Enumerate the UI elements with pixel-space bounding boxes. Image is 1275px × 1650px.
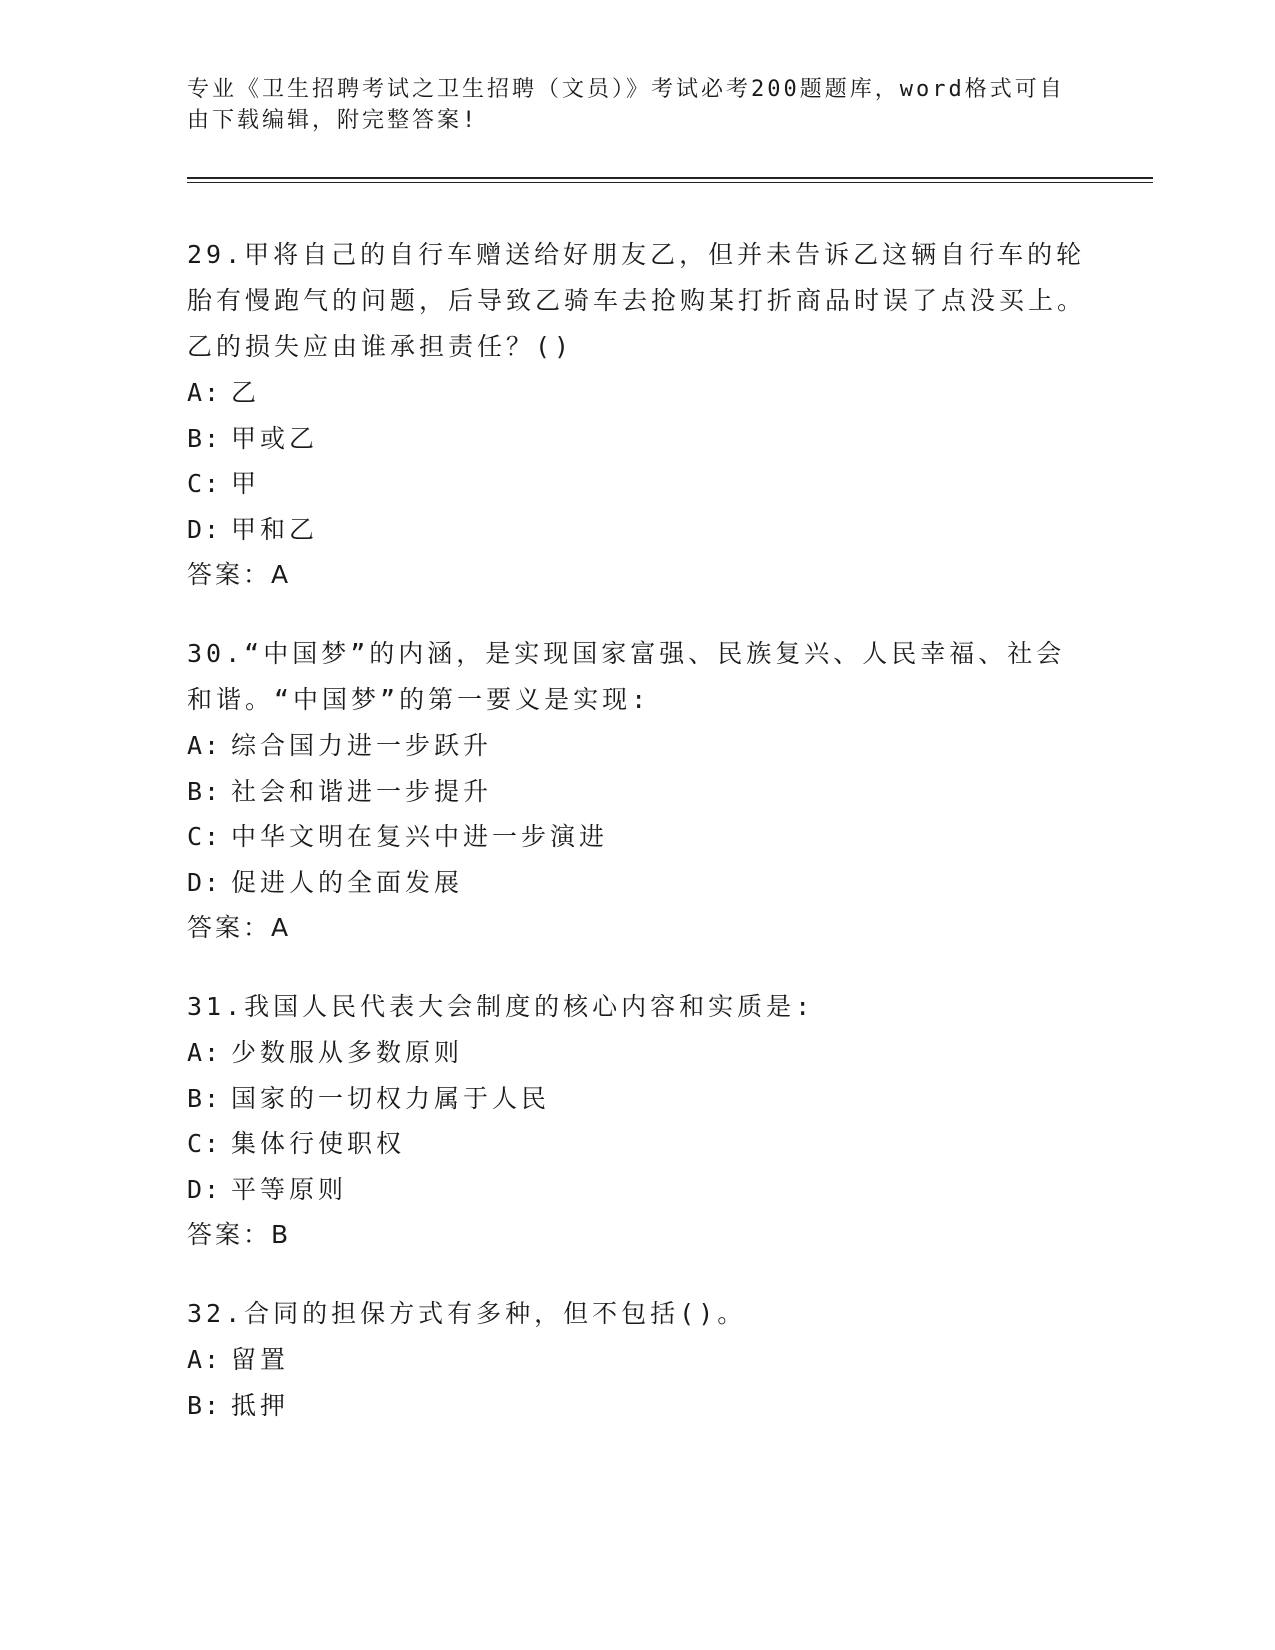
header-divider-thin — [187, 182, 1153, 183]
option-d — [187, 1167, 1087, 1213]
option-letter: B: — [187, 1390, 222, 1420]
option-letter: C: — [187, 822, 222, 851]
option-text: 中华文明在复兴中进一步演进 — [231, 822, 609, 851]
option-text: 国家的一切权力属于人民 — [231, 1083, 551, 1113]
option-letter: D: — [187, 867, 222, 897]
option-letter: D: — [187, 514, 222, 544]
option-b — [187, 1076, 1087, 1122]
option-c — [187, 814, 1087, 860]
question-text: 32.合同的担保方式有多种，但不包括()。 — [187, 1299, 747, 1328]
option-a — [187, 1030, 1087, 1076]
option-c — [187, 461, 1087, 507]
answer: 答案：A — [187, 913, 292, 942]
option-text: 甲和乙 — [231, 514, 319, 544]
option-text: 综合国力进一步跃升 — [231, 731, 493, 760]
question-31 — [187, 984, 1087, 1257]
option-text: 平等原则 — [231, 1174, 348, 1204]
option-text: 少数服从多数原则 — [231, 1038, 464, 1067]
option-c — [187, 1121, 1087, 1167]
option-letter: A: — [187, 731, 222, 760]
option-text: 甲 — [231, 469, 261, 498]
question-32 — [187, 1291, 1087, 1428]
option-d — [187, 507, 1087, 553]
answer: 答案：B — [187, 1220, 292, 1249]
header-divider — [187, 177, 1153, 179]
option-letter: C: — [187, 1129, 222, 1158]
answer: 答案：A — [187, 560, 292, 589]
option-letter: A: — [187, 378, 222, 407]
option-letter: A: — [187, 1345, 222, 1374]
option-b — [187, 769, 1087, 815]
option-text: 甲或乙 — [231, 423, 319, 453]
option-letter: B: — [187, 776, 222, 806]
option-a — [187, 1337, 1087, 1383]
option-a — [187, 370, 1087, 416]
option-text: 留置 — [231, 1345, 290, 1374]
question-text: 31.我国人民代表大会制度的核心内容和实质是: — [187, 992, 815, 1021]
option-letter: B: — [187, 423, 222, 453]
option-d — [187, 860, 1087, 906]
option-text: 集体行使职权 — [231, 1129, 406, 1158]
question-text: 30.“中国梦”的内涵，是实现国家富强、民族复兴、人民幸福、社会和谐。“中国梦”的第一要义是实现: — [187, 639, 1066, 714]
option-letter: B: — [187, 1083, 222, 1113]
document-header: 专业《卫生招聘考试之卫生招聘（文员）》考试必考200题题库，word格式可自由下载编辑，附完整答案! — [187, 77, 1065, 133]
option-letter: D: — [187, 1174, 222, 1204]
option-letter: A: — [187, 1038, 222, 1067]
option-b — [187, 1383, 1087, 1429]
option-b — [187, 416, 1087, 462]
question-30 — [187, 631, 1087, 950]
option-text: 社会和谐进一步提升 — [231, 776, 493, 806]
option-letter: C: — [187, 469, 222, 498]
question-list — [187, 232, 1087, 1462]
option-a — [187, 723, 1087, 769]
option-text: 乙 — [231, 378, 261, 407]
option-text: 抵押 — [231, 1390, 290, 1420]
question-29 — [187, 232, 1087, 597]
option-text: 促进人的全面发展 — [231, 867, 464, 897]
question-text: 29.甲将自己的自行车赠送给好朋友乙，但并未告诉乙这辆自行车的轮胎有慢跑气的问题，后导致乙骑车去抢购某打折商品时误了点没买上。乙的损失应由谁承担责任？() — [187, 240, 1087, 361]
